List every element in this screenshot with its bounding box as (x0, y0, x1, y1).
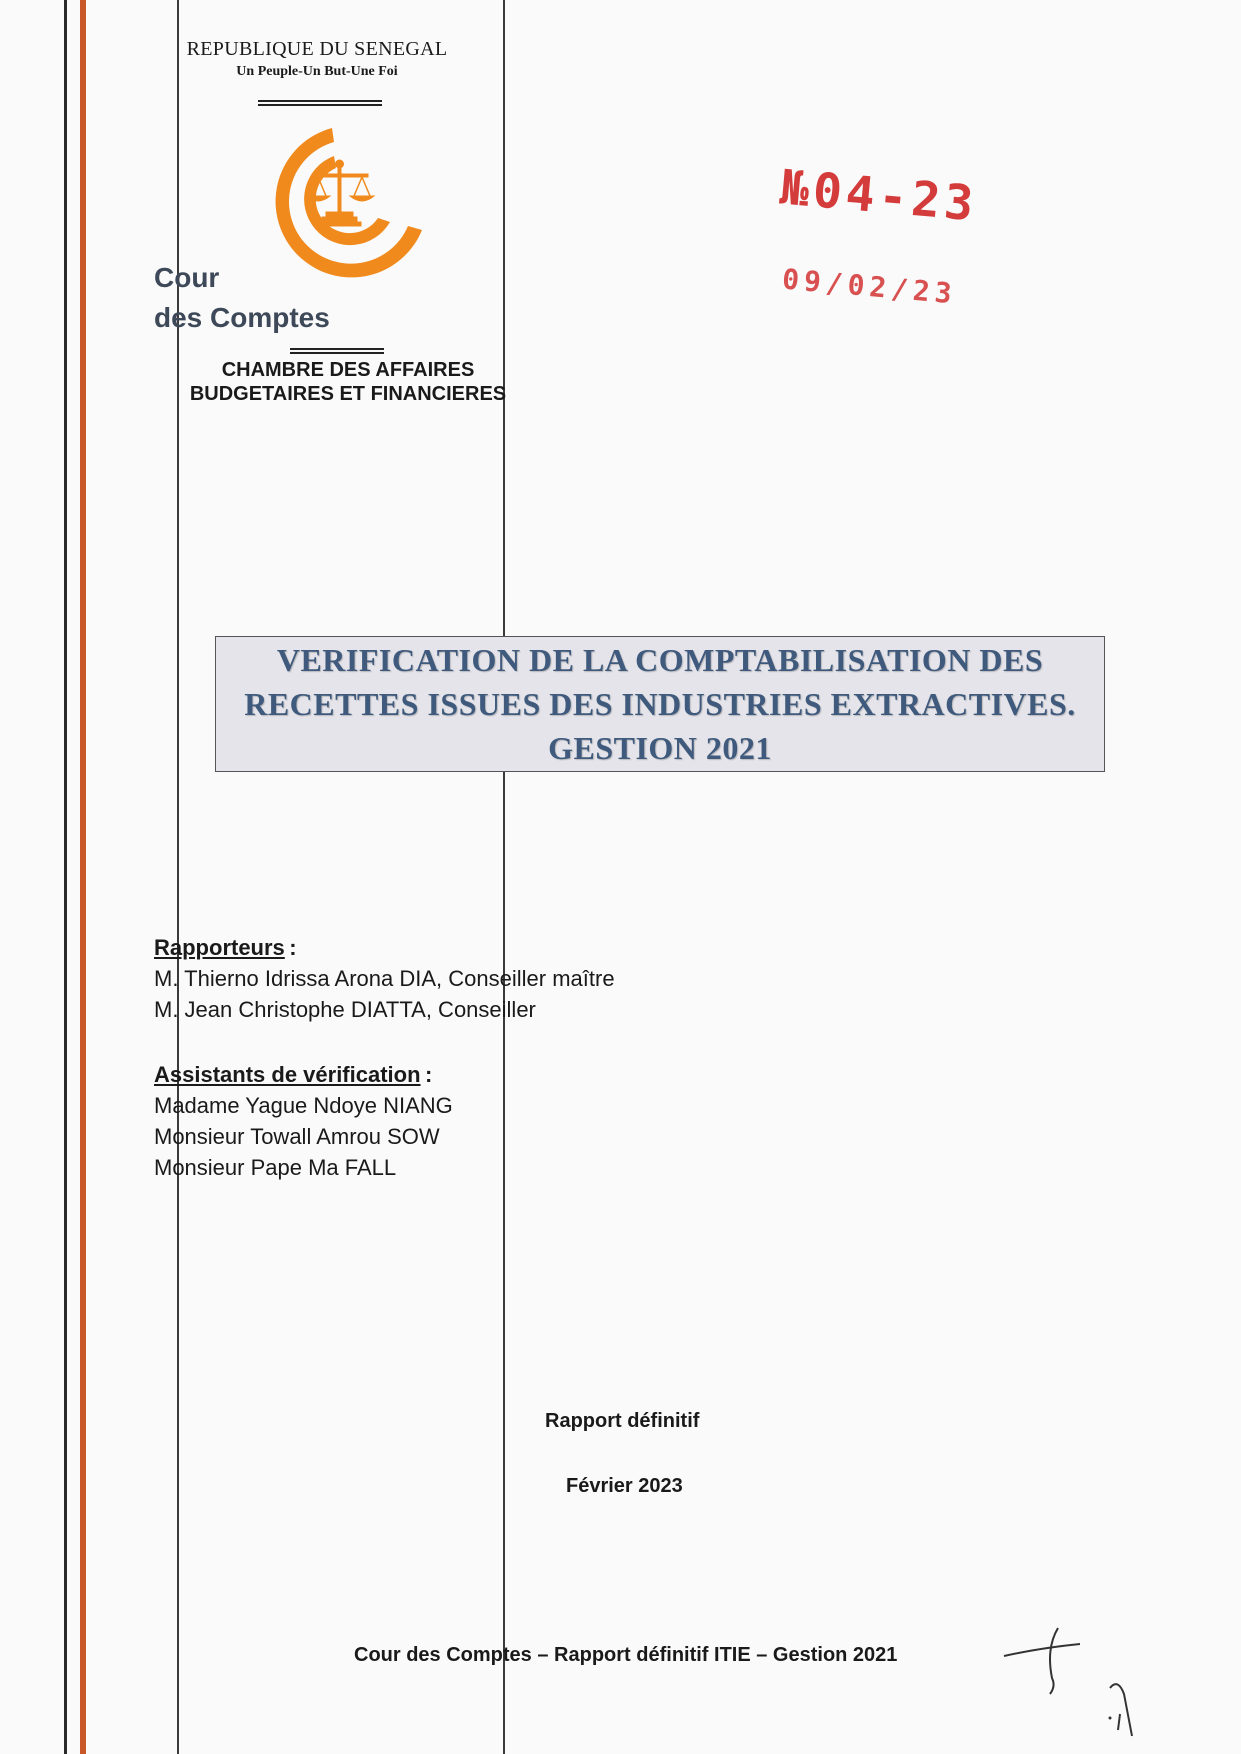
title-line-1: VERIFICATION DE LA COMPTABILISATION DES (276, 642, 1044, 678)
registration-stamp-date: 09/02/23 (780, 262, 958, 311)
report-title-box (215, 636, 1105, 772)
institution-name-line1: Cour (154, 262, 220, 293)
margin-rule-orange (80, 0, 86, 1754)
rapporteur-item: M. Thierno Idrissa Arona DIA, Conseiller maître (154, 966, 615, 991)
assistant-item: Monsieur Towall Amrou SOW (154, 1124, 440, 1149)
chamber-name (178, 358, 518, 406)
rapporteur-item: M. Jean Christophe DIATTA, Conseiller (154, 997, 536, 1022)
institution-divider (290, 348, 384, 354)
registration-stamp-number: №04-23 (777, 159, 980, 233)
rapporteurs-colon: : (289, 935, 297, 960)
assistants-heading: Assistants de vérification (154, 1062, 421, 1087)
handwritten-initials (1000, 1618, 1150, 1738)
report-date: Février 2023 (566, 1475, 683, 1497)
header-divider (258, 100, 382, 106)
assistants-section (154, 1062, 453, 1183)
assistants-colon: : (425, 1062, 433, 1087)
page-footer: Cour des Comptes – Rapport définitif ITIE – Gestion 2021 (354, 1644, 898, 1666)
chamber-line1: CHAMBRE DES AFFAIRES (221, 359, 475, 381)
rapporteurs-section (154, 935, 615, 1025)
chamber-line2: BUDGETAIRES ET FINANCIERES (189, 383, 507, 405)
margin-rule-black (64, 0, 67, 1754)
report-type: Rapport définitif (545, 1410, 700, 1432)
republic-heading: REPUBLIQUE DU SENEGAL (186, 38, 448, 60)
assistant-item: Madame Yague Ndoye NIANG (154, 1093, 453, 1118)
cour-des-comptes-logo (222, 120, 458, 280)
title-line-3: GESTION 2021 (548, 730, 772, 766)
title-line-2: RECETTES ISSUES DES INDUSTRIES EXTRACTIVES. (244, 686, 1076, 722)
vertical-rule-center (503, 0, 505, 1754)
rapporteurs-heading: Rapporteurs (154, 935, 285, 960)
assistant-item: Monsieur Pape Ma FALL (154, 1155, 397, 1180)
institution-name-line2: des Comptes (154, 302, 330, 333)
national-motto: Un Peuple-Un But-Une Foi (236, 64, 398, 79)
institution-name (154, 258, 330, 338)
